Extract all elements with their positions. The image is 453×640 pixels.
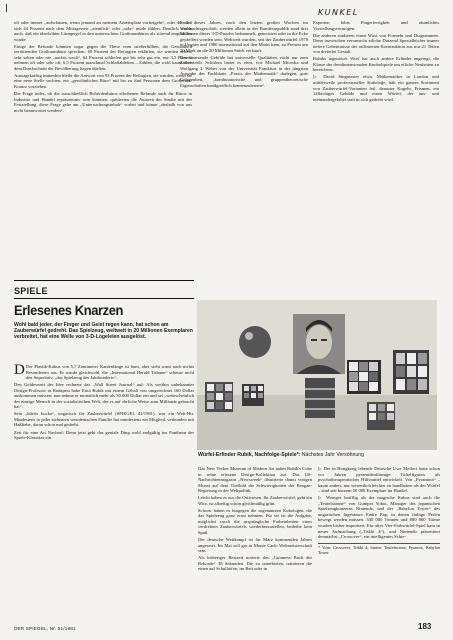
- section-rule: [14, 298, 194, 299]
- paragraph: Als bisheriger Bestzeit notierte das „Guinness Buch der Rekorde“ 38 Sekunden. Die zu unterbieten, trainieren die einen auf Schulhöfen, im Bett oder in: [198, 555, 312, 572]
- column-1-top: [14, 20, 192, 113]
- puzzle-sphere: [239, 326, 271, 358]
- footnote: * Vorn: Crossover, Trikki 4; hinten: Teufelstonne, Pyramix, Babylon Tower.: [318, 544, 440, 555]
- paragraph: oft oder immer „aufschauen, wenn jemand an meinem Arbeitsplatz vorbeigeht“, oder die, daß sich 44 Prozent nach dem Mittagessen „ziemlich“ oder „sehr“ müde fühlen. Deutlich wurde auch, daß ein überhöhter Lärmpegel in den untersuchten Großraumbüros als störend empfunden wurde.: [14, 20, 192, 42]
- section-label: SPIELE: [14, 286, 48, 296]
- handwritten-note: KUNKEL: [318, 8, 359, 17]
- footer-issue: DER SPIEGEL, Nr. 51/1981: [14, 626, 76, 631]
- paragraph: Leicht haben es nur die Ostfriesen. Ihr Zauberwürfel, geht ein Witz, ist allseitig schön gleichmäßig grün.: [198, 495, 312, 506]
- photo-illustration: [197, 300, 437, 450]
- paragraph: Der deutsche Wettkampf ist für März kommenden Jahres angesetzt. Im Mai soll gar in Monte Carlo Weltmeisterschaft sein.: [198, 537, 312, 554]
- column-2-top: [180, 20, 308, 88]
- section-rule: [14, 280, 194, 281]
- paragraph: Schwer haben es hingegen die sogenannten Kuboloĝen, die das Spielzeug ganz ernst nehmen. Für sie ist die Aufgabe, möglichst rasch die ursprüngliche Farbeinheiten eines verdrehten Zauberwürfels wiederherzustellen, beileibe kein Spaß.: [198, 507, 312, 536]
- portrait-rubik: [293, 314, 345, 374]
- caption-bold: Würfel-Erfinder Rubik, Nachfolge-Spiele*:: [198, 452, 301, 458]
- paragraph: Sein „bűvös kocka“, ungarisch für Zauberwürfel (SPIEGEL 41/1981), war ein Welt-Hit. Mindestens in jeder siebenten westdeutschen Familie hat mindestens ein Mitglied, verbunden mit Haßliebe, daran schon mal gedreht.: [14, 411, 194, 428]
- paragraph: Den Geldeswert der Idee rechnete das „Wall Street Journal“ auf: Als weithin unbekannter Design-Professor in Budapest habe Ernö Rubik mit einem Gehalt von umgerechnet 160 Dollar auskommen müssen; nun nehme er monatlich mehr als 30 000 Dollar ein und sei „wahrscheinlich der einzige Mensch in der sozialistischen Welt, der es auf ehrliche Weise zum Millionär gebracht hat“.: [14, 382, 194, 410]
- bullet-item: ▷ Der in Hongkong lebende Deutsche Uwe Meffert hatte schon vor Jahren pyramidenförmige Tüftelfiguren als psychotherapeutisches Hilfsmittel entwickelt. Von „Pyraminx“ – kaum anders, nur wesentlich leichter zu handhaben als der Würfel – sind seit kurzem 50 000 Exemplare im Handel.: [318, 466, 440, 494]
- cube-large: [393, 350, 429, 394]
- photo-caption: [198, 452, 438, 458]
- paragraph: Aussagekräftig immerhin bleibt die Antwort von 93 Prozent der Befragten, sie würden, wenn sie eine neue Stelle suchten, ein „gewöhnliches Büro“ mit bis zu fünf Personen dem Großraum-Kontor vorziehen.: [14, 72, 192, 90]
- bullet-item: ▷ David Singmaster etwa, Mathematiker in London und mittlerweile professioneller Kuboloĝe, hält ein ganzes Sortiment von Zauberwürfel-Varianten feil, darunter Kugeln, Prismen, ein 14flächiges Gebilde und einen Würfel, der aus- und ineinandergefaltet statt in sich gedreht wird.: [313, 74, 439, 102]
- paragraph: Die Frage indes, ob die ausschließlich Behördenbüros erhobenen Befunde auch für Büros in Industrie und Handel repräsentativ sein könnten, quittierten die Autoren der Studie mit der Feststellung, diese Frage gehe am „Untersuchungsinhalt“ vorbei und könne „deshalb von uns nicht beantwortet werden“.: [14, 91, 192, 113]
- puzzle-tower: [305, 378, 335, 418]
- paragraph: Ende dieses Jahres, nach den letzten großen Wochen im Weihnachtsgeschäft, werden allein in der Bundesrepublik rund drei Millionen dieser 3-D-Puzzles befummelt, gemeistert oder in die Ecke gepfeffert worden sein. Weltweit wurden, seit der Zauberwürfel 1978 in Ungarn und 1980 international auf den Markt kam, zu Preisen um 20 Mark an die 20 Millionen Stück verkauft.: [180, 20, 308, 53]
- paragraph: Das New Yorker Museum of Modern Art nahm Rubik's Cube in seine erlesene Design-Kollektion auf. Das US-Nachrichtenmagazin „Newsweek“ illustrierte damit vorigen Monat auf dem Titelbild die Schwierigkeiten der Reagan-Regierung in der Weltpolitik.: [198, 466, 312, 494]
- headline: Erlesenes Knarzen: [14, 302, 124, 318]
- lead-paragraph: Wohl bald jeder, der Finger und Geist regen kann, hat schon am Zauberwürfel gedreht. Das Spielzeug, weltweit in 20 Millionen Exemplaren verbreitet, hat eine Welle von 3-D-Logeleien ausgelöst.: [14, 322, 193, 341]
- paragraph-text: Der Plastik-Kubus von 5,7 Zentimeter Kantenlänge ist bunt, aber sieht sonst nach nichts Besonderem aus. Er wurde gleichwohl, die „International Herald Tribune“ scheute nicht den Superlativ, „das Spielzeug des Jahrhunderts“.: [25, 364, 194, 381]
- drop-cap: D: [14, 362, 25, 378]
- bullet-item: ▷ Weniger knifflig als der magische Kubus sind auch die „Teufelstonne“ von Gumpei Yokoi, Manager des japanischen Spielzeugkonzerns Nintendo, und der „Babylon Tower“ des ungarischen Ingenieurs Endre Pap, in denen farbige Perlen bewegt werden müssen. 330 000 Tonnen und 800 000 Türme wurden bisher importiert. Ein altes Vier-Farbwürfel-Spiel kam in neuer Aufmachung („Trikki 4“), und Nintendo präsentiert demnächst „Crossover“, ein intelligentes Schie-: [318, 495, 440, 540]
- column-3-top: [313, 20, 439, 102]
- paragraph: Zeit für eine Art Nachruf: Denn jetzt geht das geniale Ding wohl endgültig ins Pantheon der Spiele-Klassiker ein.: [14, 429, 194, 441]
- bullet-text: Der in Hongkong lebende Deutsche Uwe Meffert hatte schon vor Jahren pyramidenförmige Tüftelfiguren als psychotherapeutisches Hilfsmittel entwickelt. Von „Pyraminx“ – kaum anders, nur wesentlich leichter zu handhaben als der Würfel – sind seit kurzem 50 000 Exemplare im Handel.: [318, 466, 440, 494]
- bullet-text: David Singmaster etwa, Mathematiker in London und mittlerweile professioneller Kuboloĝe, hält ein ganzes Sortiment von Zauberwürfel-Varianten feil, darunter Kugeln, Prismen, ein 14flächiges Gebilde und einen Würfel, der aus- und ineinandergefaltet statt in sich gedreht wird.: [313, 74, 439, 102]
- photo-puzzles: [197, 300, 437, 450]
- cube-left: [205, 382, 233, 412]
- paragraph: Die anderen studieren einen Wust von Formeln und Diagrammen. Denn inzwischen verramscht etliche Dutzend Spezialbücher immer tiefere Geheimnisse der raffinierten Konstruktion aus nur 21 Teilen von dreierlei Gestalt.: [313, 32, 439, 55]
- corner-mark: [6, 4, 11, 12]
- caption-text: Nächstes Jahr Versöhnung: [300, 452, 365, 458]
- bullet-text: Weniger knifflig als der magische Kubus sind auch die „Teufelstonne“ von Gumpei Yokoi, Manager des japanischen Spielzeugkonzerns Nintendo, und der „Babylon Tower“ des ungarischen Ingenieurs Endre Pap, in denen farbige Perlen bewegt werden müssen. 330 000 Tonnen und 800 000 Türme wurden bisher importiert. Ein altes Vier-Farbwürfel-Spiel kam in neuer Aufmachung („Trikki 4“), und Nintendo präsentiert demnächst „Crossover“, ein intelligentes Schie-: [318, 495, 440, 540]
- page-number: 183: [418, 622, 432, 631]
- paragraph: Einige der Befunde könnten sogar gegen die These vom streßerfüllten, die Gesundheit zerrüttenden Großraumbüro sprechen: 69 Prozent der Befragten erklärten, sie würden selten, sehr selten oder nie „nachts wach“, 64 Prozent schliefen gut bis sehr gut ein, nur 3,5 Prozent nehmen oft oder sehr oft, 6,5 Prozent manchmal Schlaftabletten – Zahlen, die wohl kaum über dem Durchschnitt der Bevölkerung liegen dürften.: [14, 43, 192, 71]
- paragraph: Rubiks ingeniöser Wurf hat auch andere Erfinder angeregt, die Klasse der dreidimensionalen Knobelspiele um etliche Neuheiten zu bereichern:: [313, 56, 439, 73]
- paragraph: Experten lobts Fingerfertigkeit und räumliches Vorstellungsvermögen.: [313, 20, 439, 31]
- column-3-bottom: [318, 466, 440, 555]
- paragraph: [14, 364, 194, 381]
- column-1-bottom: [14, 364, 194, 441]
- column-2-bottom: [198, 466, 312, 572]
- paragraph: Das knarzende Gebilde hat universelle Qualitäten, nicht nur zum Zeitvertreib. Schülern bietet es etwa, wie Michael Mrowka und Wolfgang J. Weber von der Universität Frankfurt in der jüngsten Ausgabe des Fachblatts „Praxis der Mathematik“ darlegen, gute Gelegenheit, „kombinatorische und gruppentheoretische Eigenschaften handgreiflich kennenzulernen“.: [180, 54, 308, 88]
